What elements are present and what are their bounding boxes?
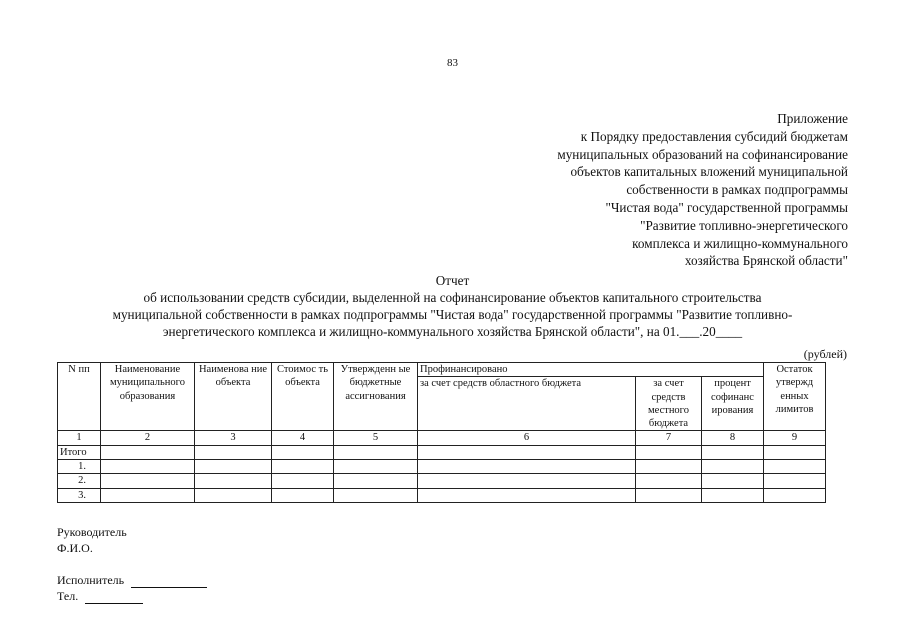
appendix-line: объектов капитальных вложений муниципальной: [570, 164, 848, 180]
table-cell: [272, 460, 334, 474]
table-cell: [334, 488, 418, 502]
header-n: N пп: [58, 363, 101, 431]
column-number: 9: [764, 431, 826, 445]
table-cell: [101, 460, 195, 474]
table-cell: [418, 460, 636, 474]
row-label: Итого: [58, 445, 101, 459]
header-local: за счет средств местного бюджета: [636, 377, 702, 431]
table-row: [58, 488, 826, 502]
appendix-line: "Чистая вода" государственной программы: [605, 199, 848, 215]
table-cell: [764, 445, 826, 459]
table-cell: [636, 488, 702, 502]
table-cell: [764, 460, 826, 474]
column-number: 3: [195, 431, 272, 445]
header-regional: за счет средств областного бюджета: [418, 377, 636, 431]
phone-row: [57, 588, 207, 604]
table-cell: [272, 488, 334, 502]
table-cell: [101, 474, 195, 488]
table-cell: [636, 460, 702, 474]
header-financed: Профинансировано: [418, 363, 764, 377]
column-number: 6: [418, 431, 636, 445]
page-number: 83: [447, 57, 458, 69]
row-label: 2.: [58, 474, 101, 488]
table-cell: [418, 474, 636, 488]
table-row: [58, 474, 826, 488]
header-remaining: Остаток утвержд енных лимитов: [764, 363, 826, 431]
report-title: Отчет: [435, 273, 470, 288]
table-cell: [195, 488, 272, 502]
column-number: 2: [101, 431, 195, 445]
report-subtitle-line: муниципальной собственности в рамках подпрограммы "Чистая вода" государственной программы "Развитие топливно-: [112, 307, 793, 322]
appendix-block: [488, 110, 848, 270]
signature-block: [57, 524, 207, 604]
table-cell: [334, 445, 418, 459]
row-label: 3.: [58, 488, 101, 502]
table-cell: [272, 445, 334, 459]
header-cost: Стоимос ть объекта: [272, 363, 334, 431]
table-cell: [101, 445, 195, 459]
fio-label: Ф.И.О.: [57, 541, 93, 555]
table-row: [58, 445, 826, 459]
table-cell: [272, 474, 334, 488]
executor-label: Исполнитель: [57, 573, 125, 587]
table-cell: [702, 474, 764, 488]
report-heading: [0, 272, 905, 340]
column-number: 4: [272, 431, 334, 445]
appendix-line: хозяйства Брянской области": [684, 253, 848, 269]
table-row: [58, 460, 826, 474]
table-cell: [702, 460, 764, 474]
header-object: Наименова ние объекта: [195, 363, 272, 431]
phone-label: Тел.: [57, 589, 79, 603]
table-cell: [764, 488, 826, 502]
table-cell: [195, 474, 272, 488]
column-number: 7: [636, 431, 702, 445]
appendix-line: Приложение: [777, 111, 848, 126]
table-cell: [418, 445, 636, 459]
row-label: 1.: [58, 460, 101, 474]
table-cell: [702, 445, 764, 459]
table-cell: [195, 460, 272, 474]
table-cell: [636, 474, 702, 488]
table-cell: [702, 488, 764, 502]
executor-row: [57, 572, 207, 588]
currency-note: (рублей): [803, 347, 847, 361]
appendix-line: собственности в рамках подпрограммы: [626, 182, 848, 198]
report-subtitle-line: об использовании средств субсидии, выделенной на софинансирование объектов капитального строительства: [143, 290, 762, 305]
table-cell: [636, 445, 702, 459]
appendix-line: комплекса и жилищно-коммунального: [632, 235, 848, 251]
appendix-line: муниципальных образований на софинансирование: [557, 146, 848, 162]
table-cell: [195, 445, 272, 459]
column-number: 5: [334, 431, 418, 445]
header-percent: процент софинанс ирования: [702, 377, 764, 431]
column-number: 8: [702, 431, 764, 445]
report-table: [57, 362, 826, 503]
appendix-line: к Порядку предоставления субсидий бюджетам: [580, 128, 848, 144]
phone-line: [85, 602, 143, 604]
report-subtitle-line: энергетического комплекса и жилищно-коммунального хозяйства Брянской области", на 01.___.20____: [162, 324, 743, 339]
head-label: Руководитель: [57, 525, 127, 539]
header-municipality: Наименование муниципального образования: [101, 363, 195, 431]
table-cell: [334, 474, 418, 488]
table-cell: [764, 474, 826, 488]
appendix-line: "Развитие топливно-энергетического: [640, 217, 848, 233]
table-cell: [101, 488, 195, 502]
column-number: 1: [58, 431, 101, 445]
table-cell: [418, 488, 636, 502]
table-cell: [334, 460, 418, 474]
header-approved: Утвержденн ые бюджетные ассигнования: [334, 363, 418, 431]
